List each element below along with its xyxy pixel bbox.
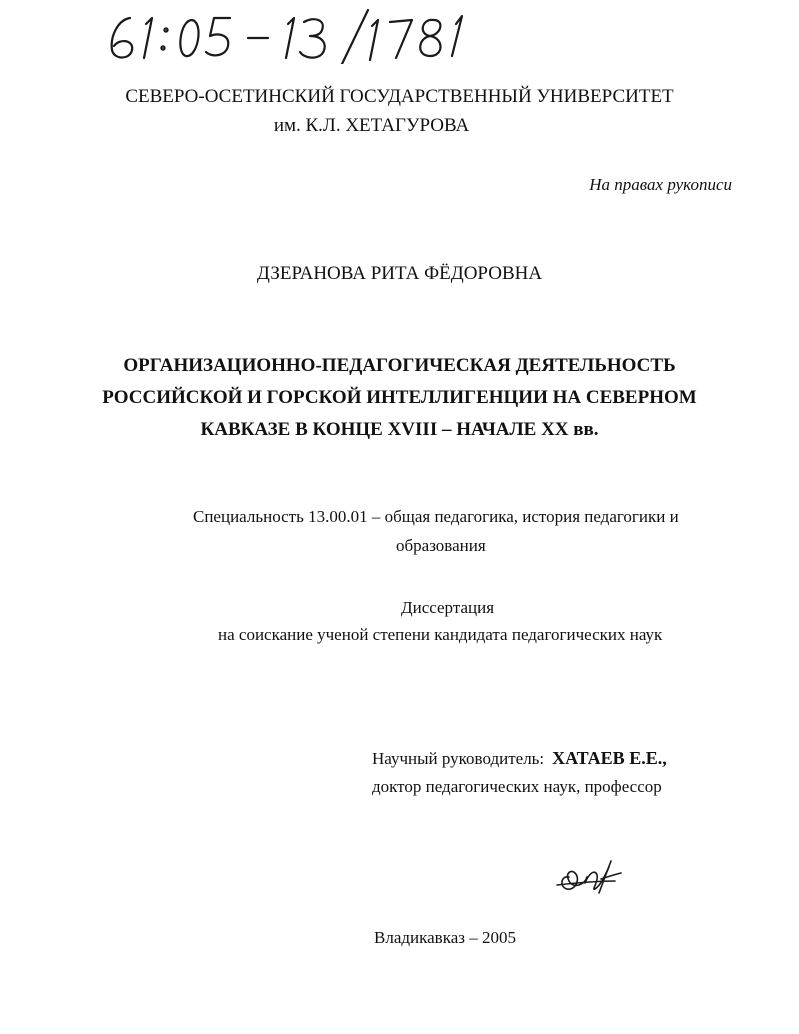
- specialty-line: Специальность 13.00.01 – общая педагогика, история педагогики и: [193, 507, 679, 526]
- dissertation-title: [0, 350, 799, 446]
- title-line: РОССИЙСКОЙ И ГОРСКОЙ ИНТЕЛЛИГЕНЦИИ НА СЕВЕРНОМ: [102, 387, 697, 408]
- author-name: ДЗЕРАНОВА РИТА ФЁДОРОВНА: [256, 263, 543, 284]
- supervisor-name: ХАТАЕВ Е.Е.,: [552, 748, 667, 768]
- manuscript-rights-note: На правах рукописи: [589, 175, 732, 194]
- handwritten-archive-code: [100, 8, 480, 64]
- title-line: ОРГАНИЗАЦИОННО-ПЕДАГОГИЧЕСКАЯ ДЕЯТЕЛЬНОСТЬ: [123, 355, 676, 376]
- specialty-line-continued: образования: [396, 536, 486, 555]
- degree-purpose: на соискание ученой степени кандидата педагогических наук: [218, 625, 663, 644]
- supervisor-line: [372, 748, 667, 769]
- supervisor-degree: доктор педагогических наук, профессор: [372, 777, 662, 796]
- signature: [555, 855, 630, 895]
- supervisor-label: Научный руководитель:: [372, 749, 545, 768]
- title-line: КАВКАЗЕ В КОНЦЕ XVIII – НАЧАЛЕ XX вв.: [200, 419, 599, 440]
- university-honorific: им. К.Л. ХЕТАГУРОВА: [273, 115, 470, 136]
- university-name: СЕВЕРО-ОСЕТИНСКИЙ ГОСУДАРСТВЕННЫЙ УНИВЕРСИТЕТ: [125, 86, 674, 107]
- city-year: Владикавказ – 2005: [374, 928, 516, 947]
- document-type: Диссертация: [401, 598, 495, 617]
